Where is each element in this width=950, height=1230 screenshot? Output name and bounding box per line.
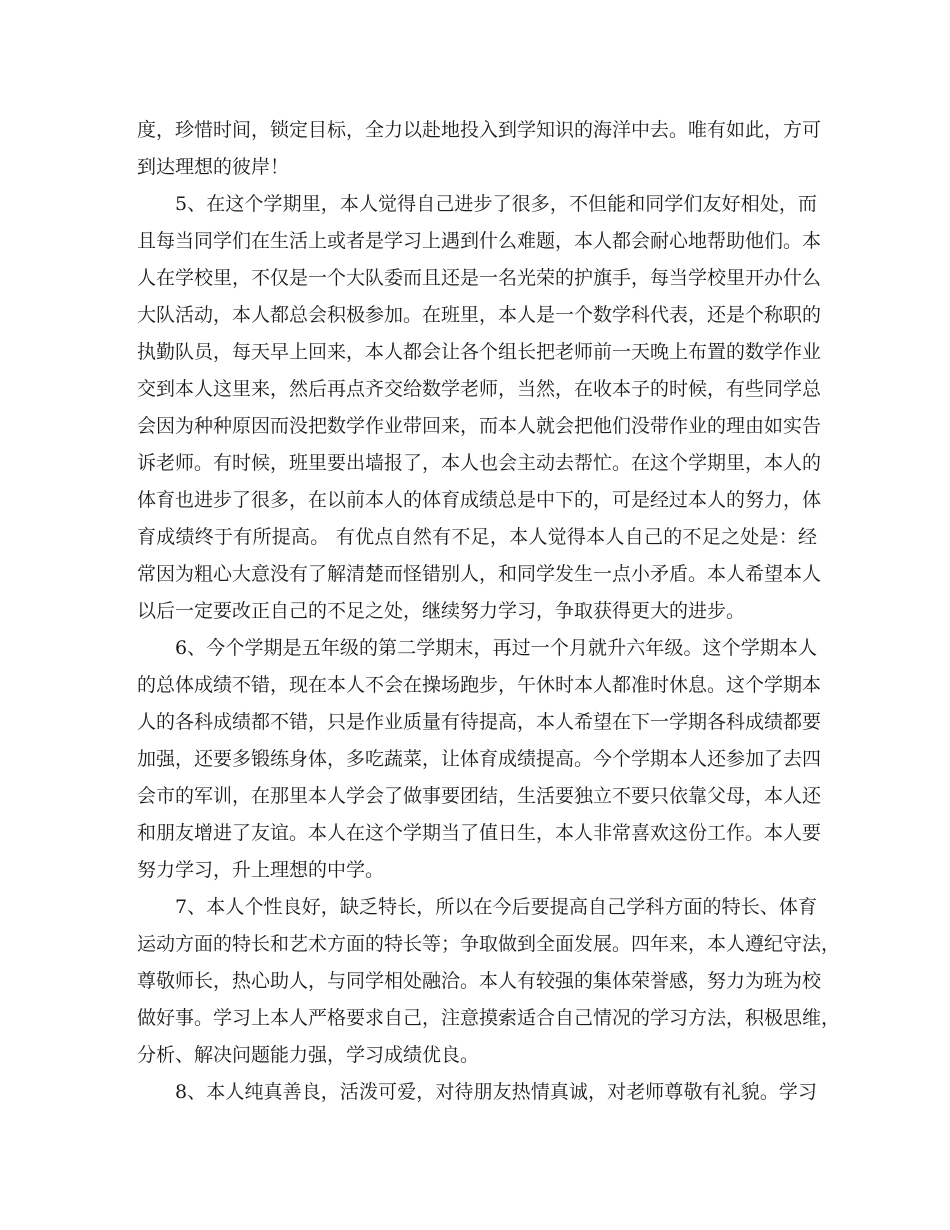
text-line: 人在学校里，不仅是一个大队委而且还是一名光荣的护旗手，每当学校里开办什么 [137, 267, 822, 289]
text-line: 育成绩终于有所提高。 有优点自然有不足，本人觉得本人自己的不足之处是：经 [137, 526, 817, 548]
text-line: 以后一定要改正自己的不足之处，继续努力学习，争取获得更大的进步。 [137, 600, 746, 622]
text-line: 会因为种种原因而没把数学作业带回来，而本人就会把他们没带作业的理由如实告 [137, 415, 822, 437]
paragraph-7 [137, 889, 841, 1074]
paragraph-8 [137, 1074, 817, 1111]
text-line: 大队活动，本人都总会积极参加。在班里，本人是一个数学科代表，还是个称职的 [137, 304, 822, 326]
text-line: 6、今个学期是五年级的第二学期末，再过一个月就升六年级。这个学期本人 [175, 637, 817, 659]
document-body [137, 112, 841, 1111]
text-line: 和朋友增进了友谊。本人在这个学期当了值日生，本人非常喜欢这份工作。本人要 [137, 822, 822, 844]
text-line: 体育也进步了很多，在以前本人的体育成绩总是中下的，可是经过本人的努力，体 [137, 489, 822, 511]
text-line: 人的各科成绩都不错，只是作业质量有待提高，本人希望在下一学期各科成绩都要 [137, 711, 822, 733]
text-line: 尊敬师长，热心助人，与同学相处融洽。本人有较强的集体荣誉感，努力为班为校 [137, 970, 822, 992]
text-line: 度，珍惜时间，锁定目标，全力以赴地投入到学知识的海洋中去。唯有如此，方可 [137, 119, 822, 141]
paragraph-6 [137, 630, 822, 889]
text-line: 的总体成绩不错，现在本人不会在操场跑步，午休时本人都准时休息。这个学期本 [137, 674, 822, 696]
text-line: 7、本人个性良好，缺乏特长，所以在今后要提高自己学科方面的特长、体育 [175, 896, 817, 918]
text-line: 8、本人纯真善良，活泼可爱，对待朋友热情真诚，对老师尊敬有礼貌。学习 [175, 1081, 817, 1103]
text-line: 运动方面的特长和艺术方面的特长等；争取做到全面发展。四年来，本人遵纪守法， [137, 933, 841, 955]
text-line: 努力学习，升上理想的中学。 [137, 859, 385, 881]
text-line: 诉老师。有时候，班里要出墙报了，本人也会主动去帮忙。在这个学期里，本人的 [137, 452, 822, 474]
text-line: 5、在这个学期里，本人觉得自己进步了很多，不但能和同学们友好相处，而 [175, 193, 817, 215]
text-line: 加强，还要多锻练身体，多吃蔬菜，让体育成绩提高。今个学期本人还参加了去四 [137, 748, 822, 770]
text-line: 会市的军训，在那里本人学会了做事要团结，生活要独立不要只依靠父母，本人还 [137, 785, 822, 807]
text-line: 执勤队员，每天早上回来，本人都会让各个组长把老师前一天晚上布置的数学作业 [137, 341, 822, 363]
paragraph-continued [137, 112, 822, 186]
text-line: 且每当同学们在生活上或者是学习上遇到什么难题，本人都会耐心地帮助他们。本 [137, 230, 822, 252]
text-line: 到达理想的彼岸！ [137, 156, 290, 178]
text-line: 交到本人这里来，然后再点齐交给数学老师，当然，在收本子的时候，有些同学总 [137, 378, 822, 400]
paragraph-5 [137, 186, 822, 630]
text-line: 分析、解决问题能力强，学习成绩优良。 [137, 1044, 480, 1066]
text-line: 常因为粗心大意没有了解清楚而怪错别人，和同学发生一点小矛盾。本人希望本人 [137, 563, 822, 585]
text-line: 做好事。学习上本人严格要求自己，注意摸索适合自己情况的学习方法，积极思维， [137, 1007, 841, 1029]
